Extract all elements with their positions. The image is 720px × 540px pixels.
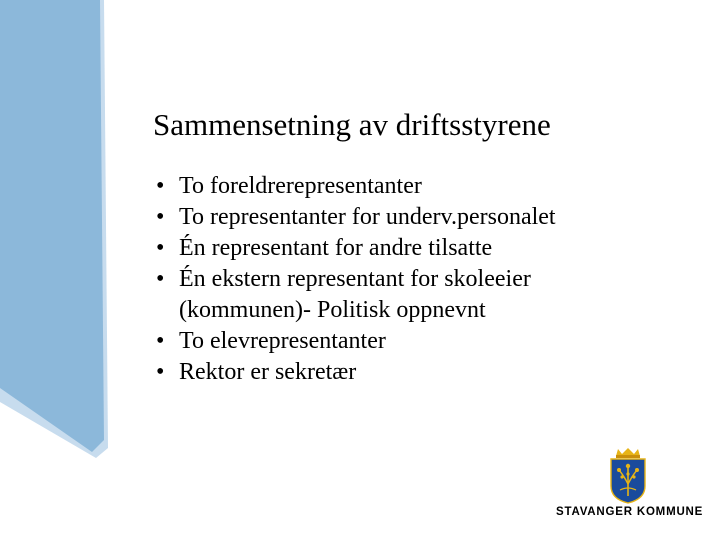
bullet-marker: •: [156, 359, 165, 385]
bullet-text: Rektor er sekretær: [179, 359, 357, 385]
decorative-blue-band: [0, 0, 104, 452]
stavanger-kommune-logo: [556, 446, 704, 526]
stavanger-coat-of-arms-icon: [556, 446, 700, 504]
bullet-item: [156, 233, 556, 264]
bullet-marker: •: [156, 204, 165, 230]
bullet-item: [156, 326, 556, 357]
bullet-item: [156, 357, 556, 388]
bullet-text: Én representant for andre tilsatte: [179, 235, 493, 261]
bullet-marker: •: [156, 235, 165, 261]
bullet-marker: •: [156, 328, 165, 354]
bullet-text: To foreldrerepresentanter: [179, 173, 422, 199]
bullet-text: To representanter for underv.personalet: [179, 204, 556, 230]
bullet-item: [156, 171, 556, 202]
bullet-text-continuation: (kommunen)- Politisk oppnevnt: [179, 297, 486, 323]
bullet-text: To elevrepresentanter: [179, 328, 386, 354]
bullet-marker: •: [156, 173, 165, 199]
bullet-item: [156, 264, 556, 326]
logo-text: STAVANGER KOMMUNE: [556, 506, 704, 518]
bullet-list: [156, 171, 556, 388]
bullet-text: Én ekstern representant for skoleeier: [179, 266, 531, 292]
bullet-marker: •: [156, 266, 165, 292]
bullet-item: [156, 202, 556, 233]
slide-title: Sammensetning av driftsstyrene: [153, 107, 551, 142]
